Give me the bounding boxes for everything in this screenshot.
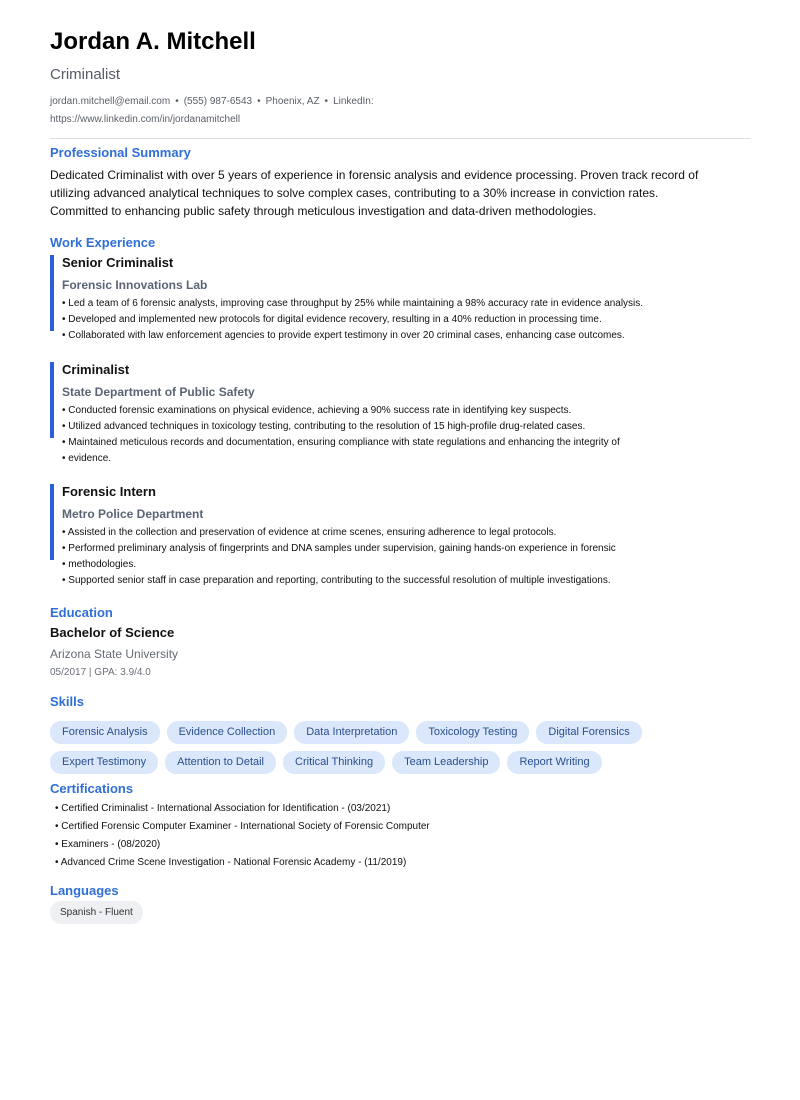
summary-text (50, 166, 730, 220)
skill-chip: Data Interpretation (294, 721, 409, 744)
job-entry (50, 484, 750, 589)
job-bullet: • Conducted forensic examinations on physical evidence, achieving a 90% success rate in identifying key suspects. (62, 405, 572, 416)
certification-item: • Certified Forensic Computer Examiner - International Society of Forensic Computer (55, 821, 430, 832)
skill-chip: Expert Testimony (50, 751, 158, 774)
linkedin-link[interactable]: https://www.linkedin.com/in/jordanamitchell (50, 114, 241, 125)
language-chip: Spanish - Fluent (50, 901, 143, 924)
school-name: Arizona State University (50, 647, 179, 661)
skills-list (50, 721, 750, 781)
job-bullet: • evidence. (62, 453, 112, 464)
company-name: State Department of Public Safety (62, 385, 255, 399)
certifications-list (50, 800, 750, 872)
job-accent-bar (50, 255, 54, 331)
job-bullets (62, 403, 750, 467)
skill-chip: Digital Forensics (536, 721, 641, 744)
certifications-heading: Certifications (50, 781, 134, 796)
skills-heading: Skills (50, 694, 84, 709)
job-bullet: • Collaborated with law enforcement agencies to provide expert testimony in over 20 criminal cases, enhancing case outcomes. (62, 330, 625, 341)
languages-list (50, 899, 750, 924)
summary-line: Dedicated Criminalist with over 5 years of experience in forensic analysis and evidence processing. Proven track record of (50, 168, 699, 182)
job-title: Senior Criminalist (62, 255, 174, 270)
degree: Bachelor of Science (50, 625, 175, 640)
summary-heading: Professional Summary (50, 145, 191, 160)
header-divider (50, 138, 751, 139)
skill-chip: Forensic Analysis (50, 721, 160, 744)
experience-heading: Work Experience (50, 235, 156, 250)
job-title: Criminalist (62, 362, 130, 377)
job-bullets (62, 296, 750, 344)
job-accent-bar (50, 484, 54, 560)
skill-chip: Toxicology Testing (416, 721, 529, 744)
job-bullet: • Led a team of 6 forensic analysts, improving case throughput by 25% while maintaining a 98% accuracy rate in evidence analysis. (62, 298, 644, 309)
skill-chip: Critical Thinking (283, 751, 385, 774)
job-bullets (62, 525, 750, 589)
job-title: Forensic Intern (62, 484, 156, 499)
separator: • (257, 96, 261, 107)
skill-chip: Report Writing (507, 751, 601, 774)
education-heading: Education (50, 605, 113, 620)
location: Phoenix, AZ (265, 96, 320, 107)
education-meta: 05/2017 | GPA: 3.9/4.0 (50, 667, 151, 678)
job-bullet: • Utilized advanced techniques in toxicology testing, contributing to the resolution of 15 high-profile drug-related cases. (62, 421, 586, 432)
job-bullet: • methodologies. (62, 559, 137, 570)
job-entry (50, 255, 750, 344)
certification-item: • Examiners - (08/2020) (55, 839, 161, 850)
contact-info (50, 93, 410, 129)
skill-chip: Evidence Collection (167, 721, 288, 744)
skill-chip: Team Leadership (392, 751, 500, 774)
job-accent-bar (50, 362, 54, 438)
email-link[interactable]: jordan.mitchell@email.com (50, 96, 171, 107)
job-bullet: • Developed and implemented new protocols for digital evidence recovery, resulting in a 40% reduction in processing time. (62, 314, 602, 325)
job-bullet: • Maintained meticulous records and documentation, ensuring compliance with state regulations and enhancing the integrity of (62, 437, 620, 448)
job-bullet: • Assisted in the collection and preservation of evidence at crime scenes, ensuring adherence to legal protocols. (62, 527, 557, 538)
separator: • (324, 96, 329, 107)
job-bullet: • Performed preliminary analysis of fingerprints and DNA samples under supervision, gaining hands-on experience in forensic (62, 543, 616, 554)
candidate-name: Jordan A. Mitchell (50, 28, 256, 55)
separator: • (175, 96, 179, 107)
phone-number: (555) 987-6543 (183, 96, 253, 107)
languages-heading: Languages (50, 883, 119, 898)
summary-line: utilizing advanced analytical techniques to solve complex cases, contributing to a 30% increase in conviction rates. (50, 186, 659, 200)
company-name: Metro Police Department (62, 507, 204, 521)
skill-chip: Attention to Detail (165, 751, 276, 774)
job-bullet: • Supported senior staff in case preparation and reporting, contributing to the successful resolution of multiple investigations. (62, 575, 611, 586)
job-entry (50, 362, 750, 467)
certification-item: • Certified Criminalist - International Association for Identification - (03/2021) (55, 803, 391, 814)
company-name: Forensic Innovations Lab (62, 278, 208, 292)
certification-item: • Advanced Crime Scene Investigation - National Forensic Academy - (11/2019) (55, 857, 407, 868)
linkedin-label: LinkedIn: (333, 96, 374, 107)
job-title-headline: Criminalist (50, 66, 121, 83)
summary-line: Committed to enhancing public safety through meticulous investigation and data-driven methodologies. (50, 204, 597, 218)
